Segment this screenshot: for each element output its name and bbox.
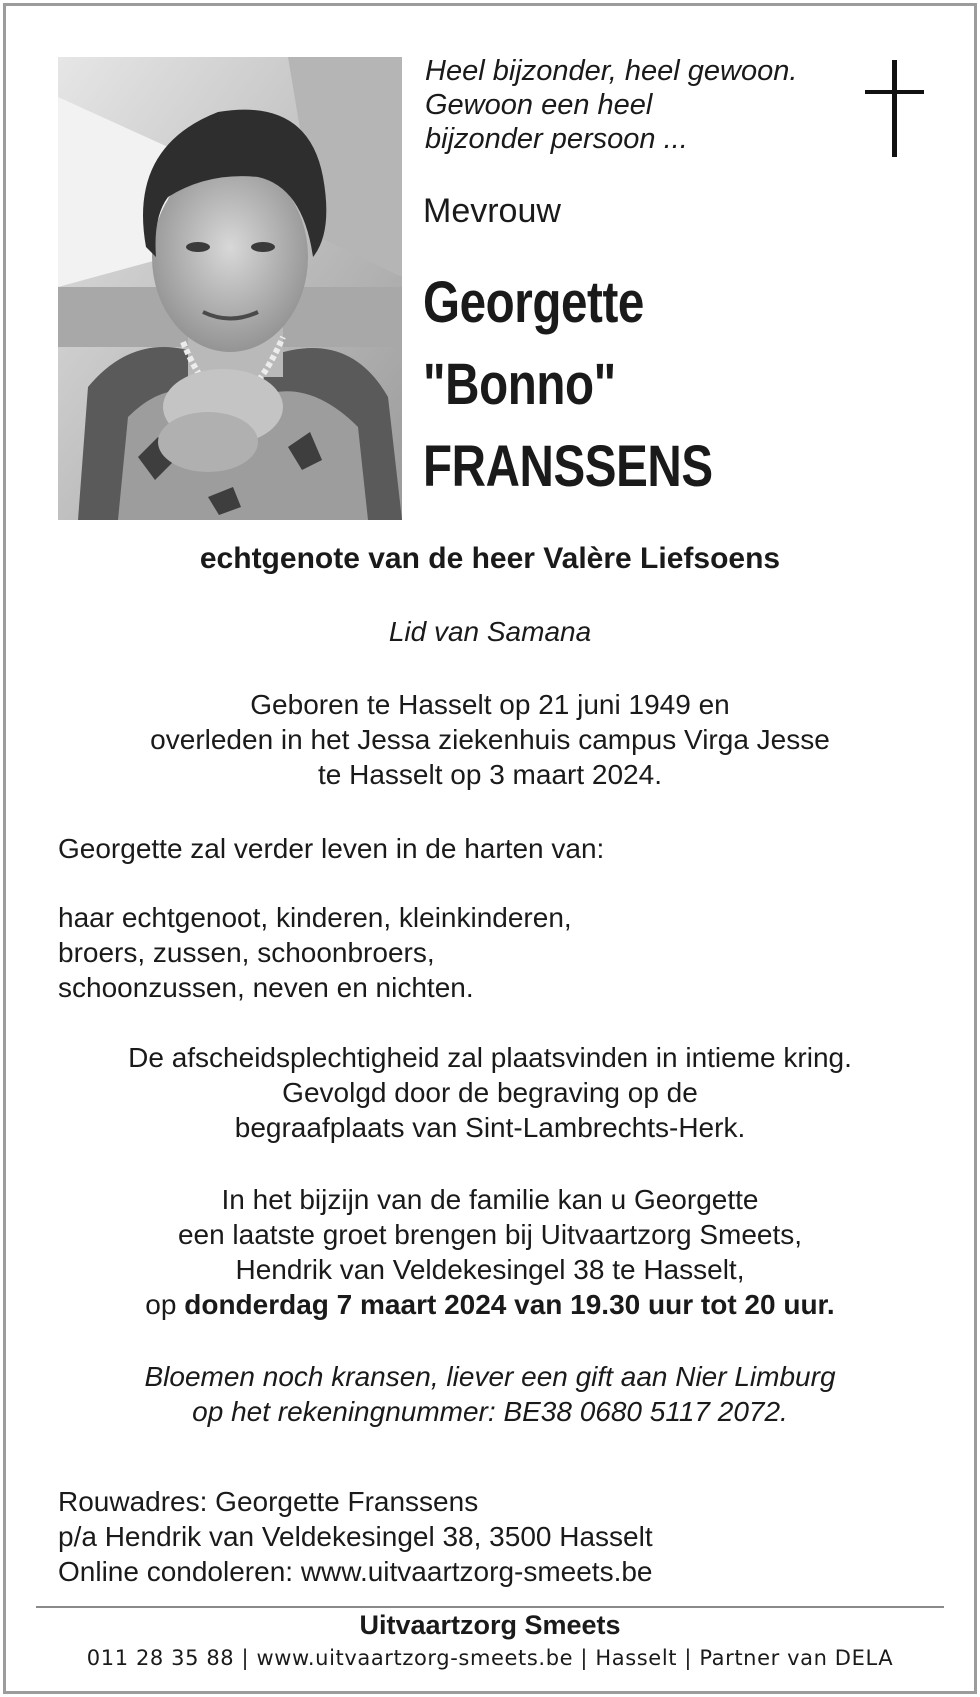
footer-divider [36,1606,944,1608]
first-name: Georgette [423,270,644,335]
info-line: Geboren te Hasselt op 21 juni 1949 en [250,689,730,720]
visitation-datetime: donderdag 7 maart 2024 van 19.30 uur tot 20 uur. [184,1289,835,1320]
verse-line: Heel bijzonder, heel gewoon. [425,55,798,87]
family-line: haar echtgenoot, kinderen, kleinkinderen, [58,902,572,933]
flowers-line: Bloemen noch kransen, liever een gift aan Nier Limburg [144,1361,836,1392]
flowers-note [0,1359,980,1429]
mourning-address [58,1484,653,1589]
info-line: overleden in het Jessa ziekenhuis campus Virga Jesse [150,724,830,755]
deceased-name [423,262,713,508]
ceremony-line: Gevolgd door de begraving op de [282,1077,698,1108]
verse-line: Gewoon een heel [425,89,653,121]
verse [425,54,845,156]
ceremony-line: begraafplaats van Sint-Lambrechts-Herk. [234,1112,746,1143]
funeral-home-name: Uitvaartzorg Smeets [359,1610,621,1640]
ceremony-info [0,1040,980,1145]
visitation-line: In het bijzijn van de familie kan u Georgette [221,1184,759,1215]
last-name: FRANSSENS [423,434,713,499]
cross-icon [865,60,925,160]
visitation-prefix: op [145,1289,185,1320]
flowers-line: op het rekeningnummer: BE38 0680 5117 2072. [192,1396,788,1427]
ceremony-line: De afscheidsplechtigheid zal plaatsvinden in intieme kring. [128,1042,852,1073]
visitation-line: een laatste groet brengen bij Uitvaartzorg Smeets, [177,1219,803,1250]
birth-death-info [0,687,980,792]
visitation-line: Hendrik van Veldekesingel 38 te Hasselt, [235,1254,745,1285]
portrait-photo [58,57,402,520]
funeral-home-contact: 011 28 35 88 | www.uitvaartzorg-smeets.be | Hasselt | Partner van DELA [86,1646,894,1670]
info-line: te Hasselt op 3 maart 2024. [318,759,662,790]
visitation-info [0,1182,980,1322]
family-line: schoonzussen, neven en nichten. [58,972,474,1003]
address-line: Online condoleren: www.uitvaartzorg-smeets.be [58,1556,653,1587]
address-line: Rouwadres: Georgette Franssens [58,1486,479,1517]
verse-line: bijzonder persoon ... [425,123,688,155]
legacy-intro: Georgette zal verder leven in de harten van: [58,833,605,864]
address-line: p/a Hendrik van Veldekesingel 38, 3500 Hasselt [58,1521,653,1552]
family-list [58,900,572,1005]
visitation-datetime-line [0,1287,980,1322]
nickname: "Bonno" [423,352,616,417]
membership-line: Lid van Samana [388,616,592,647]
family-line: broers, zussen, schoonbroers, [58,937,435,968]
honorific: Mevrouw [423,192,561,230]
spouse-line: echtgenote van de heer Valère Liefsoens [199,542,781,575]
